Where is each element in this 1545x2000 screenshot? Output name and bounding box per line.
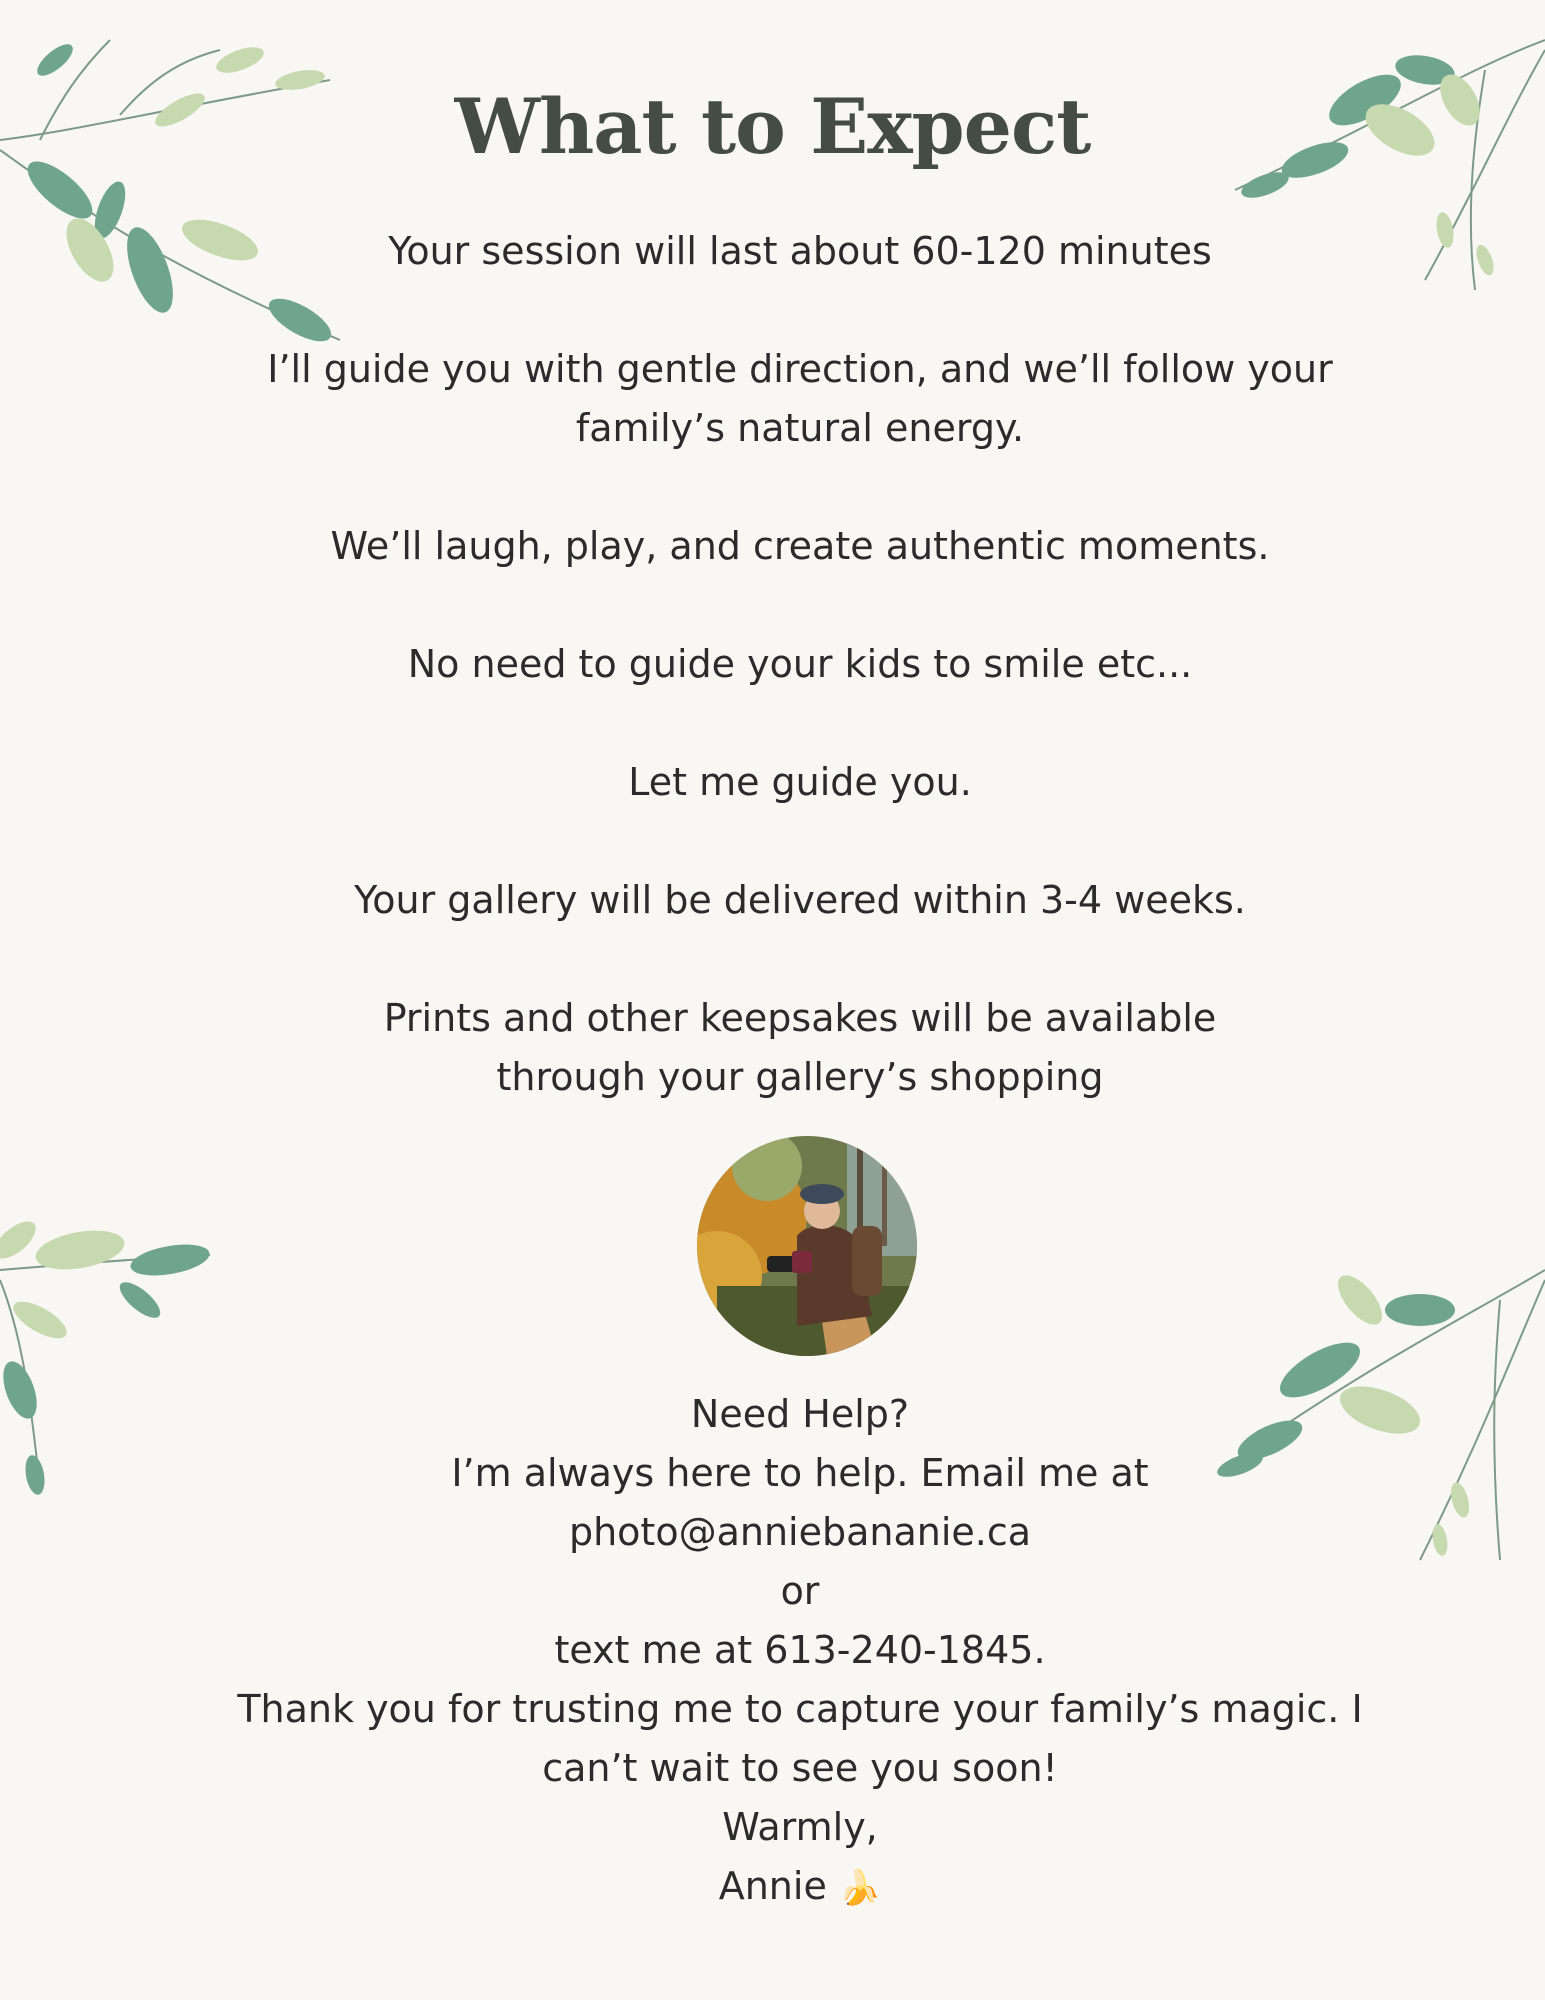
phone-text: text me at 613-240-1845. bbox=[554, 1628, 1046, 1672]
signature-line bbox=[160, 1857, 1440, 1918]
spacer bbox=[160, 812, 1440, 871]
thanks-line-2: can’t wait to see you soon! bbox=[542, 1746, 1058, 1790]
email-link[interactable]: photo@anniebananie.ca bbox=[568, 1510, 1032, 1554]
spacer bbox=[160, 694, 1440, 753]
page-title: What to Expect bbox=[454, 82, 1091, 171]
help-heading: Need Help? bbox=[690, 1392, 910, 1436]
spacer bbox=[160, 930, 1440, 989]
prints-text-line-1: Prints and other keepsakes will be available bbox=[383, 996, 1217, 1040]
gallery-delivery-text: Your gallery will be delivered within 3-4 weeks. bbox=[354, 878, 1246, 922]
help-line: I’m always here to help. Email me at bbox=[451, 1451, 1149, 1495]
guidance-text-line-1: I’ll guide you with gentle direction, and we’ll follow your bbox=[267, 347, 1333, 391]
help-section bbox=[160, 1385, 1440, 1918]
guidance-text-line-2: family’s natural energy. bbox=[575, 406, 1025, 450]
session-length-text: Your session will last about 60-120 minutes bbox=[388, 229, 1212, 273]
spacer bbox=[160, 576, 1440, 635]
let-me-guide-text: Let me guide you. bbox=[628, 760, 972, 804]
kids-smile-text: No need to guide your kids to smile etc... bbox=[407, 642, 1193, 686]
or-text: or bbox=[780, 1569, 820, 1613]
moments-text: We’ll laugh, play, and create authentic moments. bbox=[330, 524, 1270, 568]
expectations-list bbox=[160, 222, 1440, 1107]
thanks-line-1: Thank you for trusting me to capture your family’s magic. I bbox=[237, 1687, 1363, 1731]
prints-text-line-2: through your gallery’s shopping bbox=[496, 1055, 1104, 1099]
banana-icon: 🍌 bbox=[838, 1868, 882, 1908]
signoff-text: Warmly, bbox=[722, 1805, 878, 1849]
spacer bbox=[160, 281, 1440, 340]
signature-name: Annie bbox=[718, 1864, 827, 1908]
photographer-avatar bbox=[697, 1136, 917, 1356]
spacer bbox=[160, 458, 1440, 517]
